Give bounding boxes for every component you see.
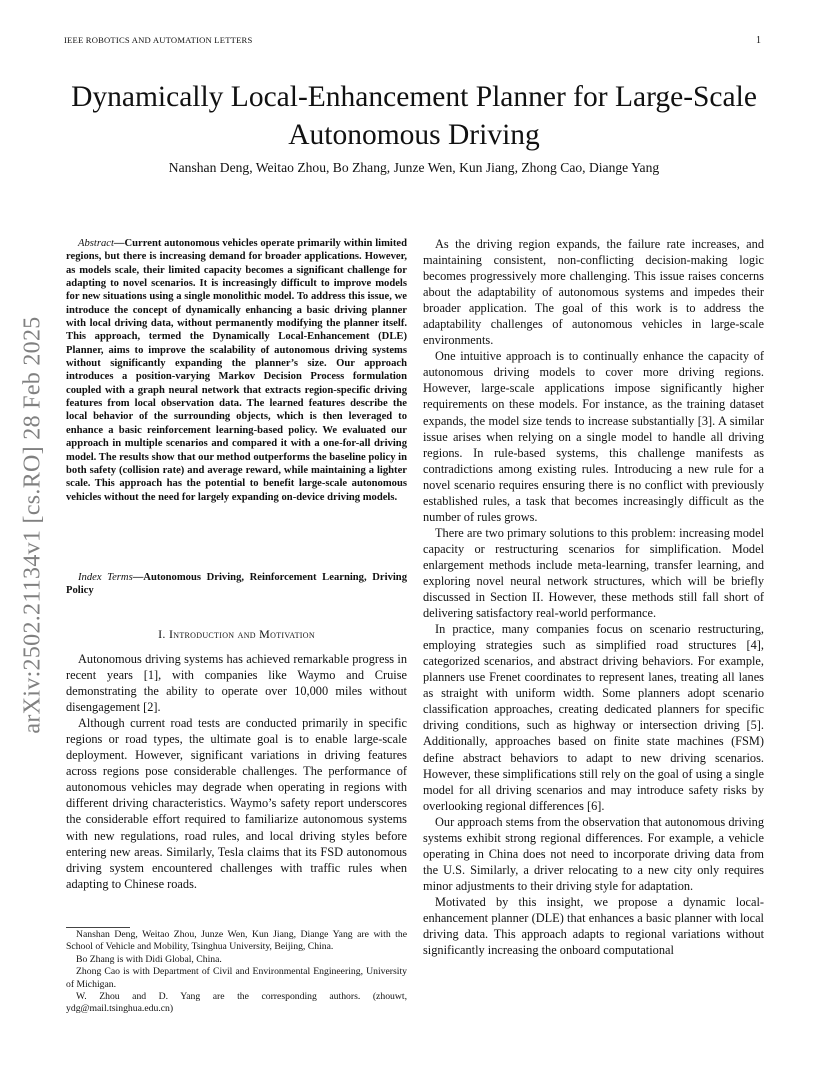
index-terms: Index Terms—Autonomous Driving, Reinforcement Learning, Driving Policy xyxy=(66,572,407,597)
paragraph: In practice, many companies focus on scenario restructuring, employing strategies such as simplified road structures [4], categorized scenarios, and abstract driving behaviors. For example, planners use Frenet coordinates to represent lanes, treating all lanes as straight with uniform width. Some planners adopt scenario classification approaches, creating dedicated planners for specific driving conditions, such as highway or intersection driving [5]. Additionally, approaches based on finite state machines (FSM) define abstract behaviors to adapt to new driving scenarios. However, these simplifications still rely on the goal of using a single model for all driving scenarios and may introduce safety risks by overlooking regional differences [6]. xyxy=(423,622,764,813)
left-column-body xyxy=(66,651,407,892)
abstract-label: Abstract xyxy=(78,238,114,249)
section-heading: I. Introduction and Motivation xyxy=(158,627,315,641)
footnote: W. Zhou and D. Yang are the corresponding authors. (zhouwt, ydg@mail.tsinghua.edu.cn) xyxy=(66,991,407,1015)
paragraph: Autonomous driving systems has achieved remarkable progress in recent years [1], with companies like Waymo and Cruise demonstrating the ability to operate over 10,000 miles without disengagement [2]. xyxy=(66,652,407,715)
author-list: Nanshan Deng, Weitao Zhou, Bo Zhang, Junze Wen, Kun Jiang, Zhong Cao, Diange Yang xyxy=(168,160,660,175)
abstract: Abstract—Current autonomous vehicles operate primarily within limited regions, but there is increasing demand for broader applications. However, as models scale, their limited capacity becomes a significant challenge for adapting to novel scenarios. It is increasingly difficult to improve models for new situations using a single monolithic model. To address this issue, we introduce the concept of dynamically enhancing a basic driving planner with local driving data, without permanently modifying the planner itself. This approach, termed the Dynamically Local-Enhancement (DLE) Planner, aims to improve the scalability of autonomous driving systems without significantly expanding the planner’s size. Our approach introduces a position-varying Markov Decision Process formulation coupled with a graph neural network that extracts region-specific driving features from local observation data. The learned features describe the local behavior of the surrounding objects, which is then leveraged to enhance a basic reinforcement learning-based policy. We evaluated our approach in multiple scenarios and compared it with a one-for-all driving model. The results show that our method outperforms the baseline policy in both safety (collision rate) and average reward, while maintaining a lighter scale. This approach has the potential to benefit large-scale autonomous vehicles without the need for largely expanding on-device driving models. xyxy=(66,238,407,503)
paragraph: There are two primary solutions to this problem: increasing model capacity or restructuring scenarios for simplification. Model enlargement methods include meta-learning, transfer learning, and exploring novel neural network structures, which will be briefly discussed in Section II. However, these methods still fall short of delivering satisfactory real-world performance. xyxy=(423,525,764,621)
abstract-text: Current autonomous vehicles operate primarily within limited regions, but there is increasing demand for broader applications. However, as models scale, their limited capacity becomes a significant challenge for adapting to novel scenarios. It is increasingly difficult to improve models for new situations using a single monolithic model. To address this issue, we introduce the concept of dynamically enhancing a basic driving planner with local driving data, without permanently modifying the planner itself. This approach, termed the Dynamically Local-Enhancement (DLE) Planner, aims to improve the scalability of autonomous driving systems without significantly expanding the planner’s size. Our approach introduces a position-varying Markov Decision Process formulation coupled with a graph neural network that extracts region-specific driving features from local observation data. The learned features describe the local behavior of the surrounding objects, which is then leveraged to enhance a basic reinforcement learning-based policy. We evaluated our approach in multiple scenarios and compared it with a one-for-all driving model. The results show that our method outperforms the baseline policy in both safety (collision rate) and average reward, while maintaining a lighter scale. This approach has the potential to benefit large-scale autonomous vehicles without the need for largely expanding on-device driving models. xyxy=(66,238,407,503)
paragraph: One intuitive approach is to continually enhance the capacity of autonomous driving models to cover more driving regions. However, large-scale applications impose significantly higher requirements on these models. For instance, as the training dataset expands, the model size tends to increase substantially [3]. A similar issue arises when relying on a single model to handle all driving regions. In rule-based systems, this challenge manifests as contradictions among existing rules. Introducing a new rule for a novel scenario requires ensuring there is no conflict with previously established rules, a task that becomes increasingly difficult as the number of rules grows. xyxy=(423,349,764,524)
page-number: 1 xyxy=(756,35,761,46)
footnote: Zhong Cao is with Department of Civil and Environmental Engineering, University of Michigan. xyxy=(66,966,407,990)
footnotes xyxy=(66,929,407,1016)
footnote: Nanshan Deng, Weitao Zhou, Junze Wen, Kun Jiang, Diange Yang are with the School of Vehicle and Mobility, Tsinghua University, Beijing, China. xyxy=(66,929,407,953)
paragraph: Although current road tests are conducted primarily in specific regions or road types, the ultimate goal is to enable large-scale deployment. However, significant variations in driving features across regions pose considerable challenges. The performance of autonomous vehicles may degrade when operating in regions with different driving characteristics. Waymo’s safety report underscores the considerable effort required to familiarize autonomous systems with new regulations, road rules, and local driving styles before entering new areas. Similarly, Tesla claims that its FSD autonomous driving system encountered challenges with traffic rules when adapting to Chinese roads. xyxy=(66,716,407,891)
paragraph: Our approach stems from the observation that autonomous driving systems exhibit strong regional differences. For example, a vehicle operating in China does not need to incorporate driving data from the U.S. Similarly, a driver relocating to a new city only requires minor adjustments to their driving style for adaptation. xyxy=(423,814,764,893)
arxiv-stamp xyxy=(19,290,46,760)
index-terms-label: Index Terms xyxy=(78,572,133,583)
running-head: IEEE ROBOTICS AND AUTOMATION LETTERS xyxy=(64,35,253,45)
paragraph: As the driving region expands, the failure rate increases, and maintaining consistent, non-conflicting decision-making logic becomes progressively more challenging. This issue raises concerns about the adaptability of autonomous systems and impedes their broader application. The goal of this work is to address the adaptability challenges of autonomous vehicles in large-scale environments. xyxy=(423,237,764,348)
footnote: Bo Zhang is with Didi Global, China. xyxy=(76,953,222,965)
paragraph: Motivated by this insight, we propose a dynamic local-enhancement planner (DLE) that enhances a basic planner with local driving data. This approach adapts to regional variations without significantly increasing the onboard computational xyxy=(423,894,764,958)
index-terms-text: Autonomous Driving, Reinforcement Learning, Driving Policy xyxy=(66,572,407,597)
paper-title: Dynamically Local-Enhancement Planner for Large-Scale Autonomous Driving xyxy=(71,81,757,151)
arxiv-stamp-text: arXiv:2502.21134v1 [cs.RO] 28 Feb 2025 xyxy=(19,316,46,734)
right-column-body xyxy=(423,236,764,958)
footnote-rule xyxy=(66,927,130,928)
